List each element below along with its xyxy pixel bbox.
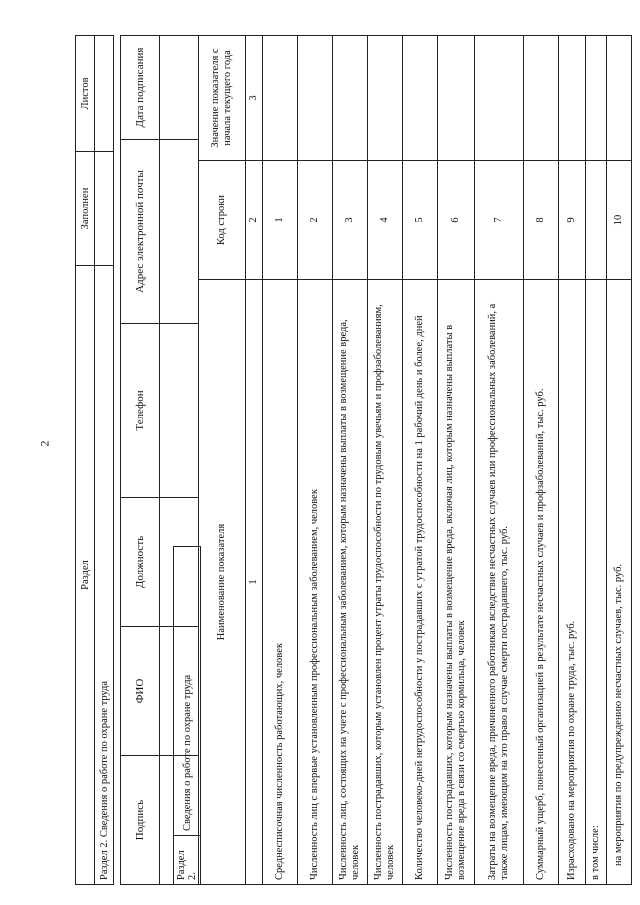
header-col-section: Раздел: [76, 266, 95, 885]
table-row: [559, 36, 586, 885]
page-number: 2: [37, 440, 52, 447]
row-code: 8: [524, 161, 559, 280]
row-value: [263, 36, 298, 161]
row-name: Среднесписочная численность работающих, человек: [263, 280, 298, 885]
row-code: 1: [263, 161, 298, 280]
table-row: [298, 36, 333, 885]
row-value: [368, 36, 403, 161]
table-row: [607, 36, 632, 885]
table-row: [263, 36, 298, 885]
col-value-header: Значение показателя с начала текущего года: [199, 36, 246, 161]
table-row: [368, 36, 403, 885]
rotated-sheet: [75, 35, 625, 885]
table-row: [524, 36, 559, 885]
col-num-name: 1: [246, 280, 263, 885]
sig-phone-label: Телефон: [121, 324, 160, 498]
table-row: [333, 36, 368, 885]
row-code: 3: [333, 161, 368, 280]
row-value: [438, 36, 475, 161]
row-value: [559, 36, 586, 161]
row-code: 4: [368, 161, 403, 280]
section-label-title: Сведения о работе по охране труда: [174, 547, 201, 836]
row-value: [298, 36, 333, 161]
col-code-header: Код строки: [199, 161, 246, 280]
sig-date-label: Дата подписания: [121, 36, 160, 140]
row-code: [586, 161, 607, 280]
header-section-title: Раздел 2. Сведения о работе по охране труда: [95, 266, 114, 885]
header-filled-value: [95, 152, 114, 266]
sig-podpis-label: Подпись: [121, 756, 160, 885]
row-name: Численность пострадавших, которым установлен процент утраты трудоспособности по трудовым увечьям и профзаболеваниям, человек: [368, 280, 403, 885]
row-code: 5: [403, 161, 438, 280]
row-name: Численность пострадавших, которым назначены выплаты в возмещение вреда, включая лиц, которым назначены выплаты в возмещение вреда в связи со смертью кормильца, человек: [438, 280, 475, 885]
row-value: [607, 36, 632, 161]
table-row: [403, 36, 438, 885]
header-col-sheets: Листов: [76, 36, 95, 152]
sig-email-value: [160, 140, 199, 324]
col-num-value: 3: [246, 36, 263, 161]
header-col-filled: Заполнен: [76, 152, 95, 266]
table-row: [586, 36, 607, 885]
row-name: Численность лиц, состоящих на учете с профессиональным заболеванием, которым назначены выплаты в возмещение вреда, человек: [333, 280, 368, 885]
row-value: [403, 36, 438, 161]
row-value: [586, 36, 607, 161]
row-name: Затраты на возмещение вреда, причиненного работникам вследствие несчастных случаев или профессиональных заболеваний, а также лицам, имеющим на это право в случае смерти пострадавшего, тыс. руб.: [475, 280, 524, 885]
row-value: [475, 36, 524, 161]
indicators-head-row: [199, 36, 246, 885]
sig-fio-label: ФИО: [121, 627, 160, 756]
indicators-table: [198, 35, 632, 885]
sig-phone-value: [160, 324, 199, 498]
row-code: 2: [298, 161, 333, 280]
col-name-header: Наименование показателя: [199, 280, 246, 885]
indicators-num-row: [246, 36, 263, 885]
sig-date-value: [160, 36, 199, 140]
row-value: [524, 36, 559, 161]
table-row: [475, 36, 524, 885]
row-code: 6: [438, 161, 475, 280]
section-label-table: [173, 546, 201, 885]
section-label-num: Раздел 2.: [174, 836, 201, 885]
header-sheets-value: [95, 36, 114, 152]
row-name: Суммарный ущерб, понесенный организацией в результате несчастных случаев и профзаболеваний, тыс. руб.: [524, 280, 559, 885]
row-value: [333, 36, 368, 161]
sig-email-label: Адрес электронной почты: [121, 140, 160, 324]
row-code: 10: [607, 161, 632, 280]
row-name: Количество человеко-дней нетрудоспособности у пострадавших с утратой трудоспособности на 1 рабочий день и более, дней: [403, 280, 438, 885]
table-row: [438, 36, 475, 885]
row-code: 7: [475, 161, 524, 280]
row-name: Израсходовано на мероприятия по охране труда, тыс. руб.: [559, 280, 586, 885]
row-code: 9: [559, 161, 586, 280]
header-table: [75, 35, 114, 885]
row-name: в том числе:: [586, 280, 607, 885]
col-num-code: 2: [246, 161, 263, 280]
row-name: на мероприятия по предупреждению несчастных случаев, тыс. руб.: [607, 280, 632, 885]
row-name: Численность лиц с впервые установленным профессиональным заболеванием, человек: [298, 280, 333, 885]
sig-position-label: Должность: [121, 498, 160, 627]
